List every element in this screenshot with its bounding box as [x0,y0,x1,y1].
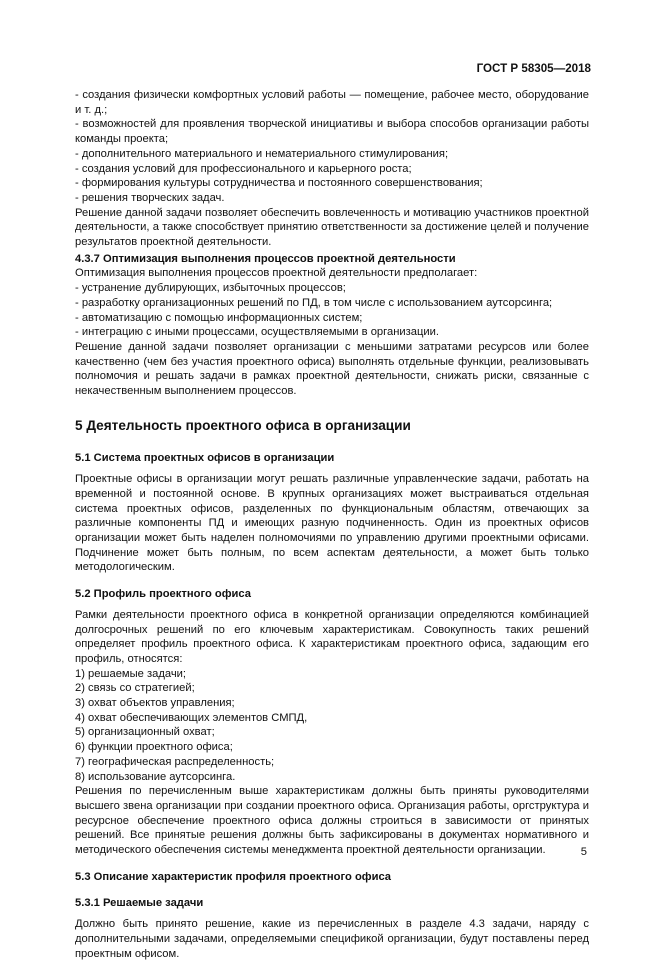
paragraph: Рамки деятельности проектного офиса в конкретной организации определяются комбинацией долгосрочных решений по его ключевым характеристикам. Совокупность таких решений определяет профиль проектного офиса. К характеристикам проектного офиса, задающим его профиль, относятся: [75,608,589,665]
list-item: 6) функции проектного офиса; [75,741,233,754]
list-item: 8) использование аутсорсинга. [75,770,236,783]
section-heading-4-3-7: 4.3.7 Оптимизация выполнения процессов проектной деятельности [75,252,456,265]
list-item: 4) охват обеспечивающих элементов СМПД, [75,711,308,724]
list-item: - возможностей для проявления творческой инициативы и выбора способов организации работы команды проекта; [75,118,589,146]
paragraph: Оптимизация выполнения процессов проектной деятельности предполагает: [75,267,478,280]
list-item: - автоматизацию с помощью информационных систем; [75,311,363,324]
list-item: - интеграцию с иными процессами, осуществляемыми в организации. [75,326,440,339]
list-item: 5) организационный охват; [75,726,215,739]
section-heading-5-3: 5.3 Описание характеристик профиля проектного офиса [75,870,392,883]
list-item: 2) связь со стратегией; [75,682,195,695]
list-item: - создания физически комфортных условий работы — помещение, рабочее место, оборудование и т. д.; [75,89,589,116]
paragraph: Решение данной задачи позволяет обеспечить вовлеченность и мотивацию участников проектной деятельности, а также способствует принятию ответственности за достижение целей и получение результатов проектной деятельности. [75,206,589,249]
list-item: 7) географическая распределенность; [75,755,275,768]
section-heading-5: 5 Деятельность проектного офиса в организации [75,417,411,433]
section-heading-5-3-1: 5.3.1 Решаемые задачи [75,897,204,910]
paragraph: Проектные офисы в организации могут решать различные управленческие задачи, работать на временной и постоянной основе. В крупных организациях может выстраиваться отдельная система проектных офисов, разделенных по функциональным областям, отвечающих за различные компоненты ПД и имеющих разную подчиненность. Один из проектных офисов организации может быть наделен полномочиями по управлению другими проектными офисами. Подчинение может быть полным, по всем аспектам деятельности, а может быть только методологическим. [75,473,589,574]
list-item: 1) решаемые задачи; [75,667,187,680]
paragraph: Должно быть принято решение, какие из перечисленных в разделе 4.3 задачи, наряду с дополнительными задачами, определяемыми спецификой организации, будут поставлены перед проектным офисом. [75,918,589,960]
section-heading-5-2: 5.2 Профиль проектного офиса [75,588,251,601]
paragraph: Решения по перечисленным выше характеристикам должны быть приняты руководителями высшего звена организации при создании проектного офиса. Организация работы, оргструктура и ресурсное обеспечение проектного офиса должны строиться в зависимости от принятых решений. Все принятые решения должны быть зафиксированы в документах нормативного и методического обеспечения системы менеджмента проектной деятельности организации. [75,785,589,857]
list-item: - устранение дублирующих, избыточных процессов; [75,282,346,295]
list-item: - дополнительного материального и нематериального стимулирования; [75,147,449,160]
standard-designation: ГОСТ Р 58305—2018 [476,62,591,75]
list-item: - создания условий для профессионального и карьерного роста; [75,162,412,175]
page-content [75,88,589,961]
list-item: - разработку организационных решений по ПД, в том числе с использованием аутсорсинга; [75,296,553,309]
list-item: 3) охват объектов управления; [75,697,235,710]
paragraph: Решение данной задачи позволяет организации с меньшими затратами ресурсов или более качественно (чем без участия проектного офиса) выполнять отдельные функции, реализовывать полномочия и решать задачи в рамках проектной деятельности, снижать риски, связанные с некачественным выполнением процессов. [75,340,589,398]
page-number: 5 [580,846,587,858]
list-item: - решения творческих задач. [75,191,225,204]
section-heading-5-1: 5.1 Система проектных офисов в организации [75,452,335,465]
list-item: - формирования культуры сотрудничества и постоянного совершенствования; [75,177,483,190]
